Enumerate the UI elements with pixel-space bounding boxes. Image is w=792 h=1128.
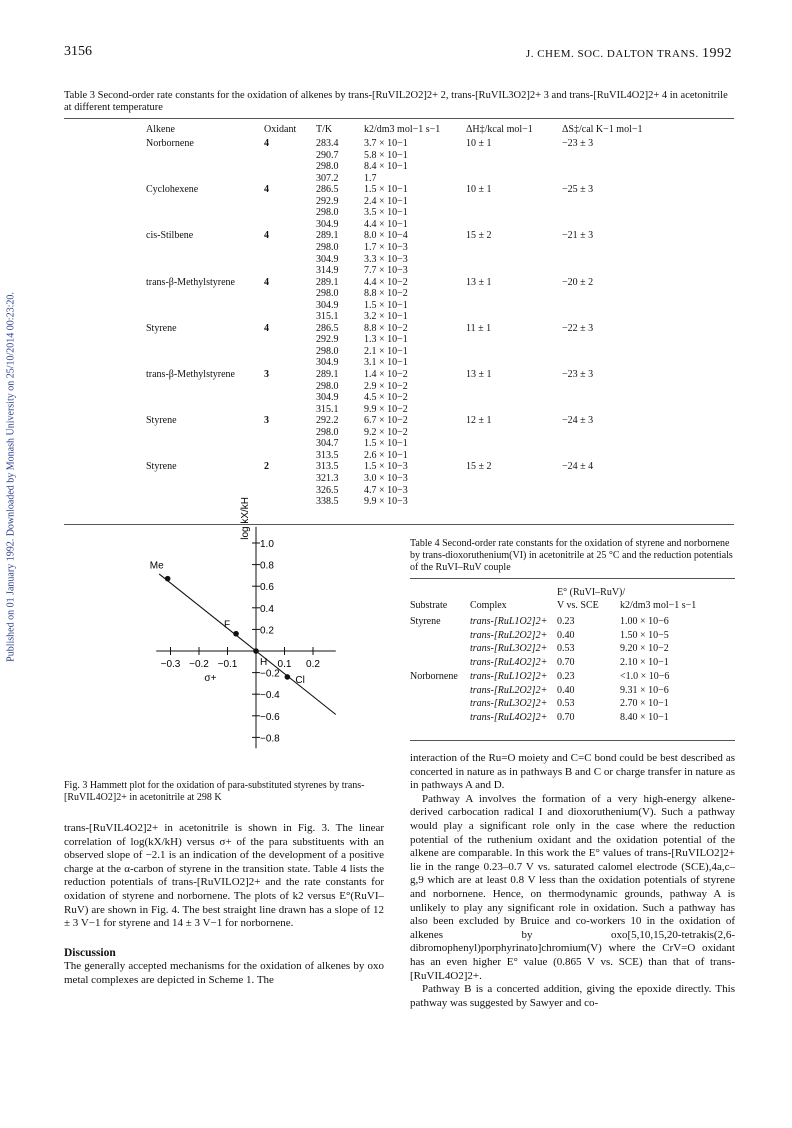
left-column-text <box>64 822 384 988</box>
table3-cell-r15-c2: 315.1 <box>316 311 339 323</box>
table3-cell-r7-c3: 4.4 × 10−1 <box>364 218 408 230</box>
table3-cell-r4-c2: 286.5 <box>316 184 339 196</box>
table3-cell-r12-c4: 13 ± 1 <box>466 276 492 288</box>
table3-cell-r30-c2: 326.5 <box>316 484 339 496</box>
table3-cell-r8-c0: cis-Stilbene <box>146 230 194 242</box>
table3-cell-r18-c3: 2.1 × 10−1 <box>364 345 408 357</box>
table3-cell-r5-c2: 292.9 <box>316 195 339 207</box>
table3-cell-r20-c2: 289.1 <box>316 369 339 380</box>
table3-cell-r13-c2: 298.0 <box>316 288 339 300</box>
table3-header-3: k2/dm3 mol−1 s−1 <box>364 124 441 135</box>
table3-cell-r4-c5: −25 ± 3 <box>562 184 594 196</box>
right-paragraph-1: interaction of the Ru=O moiety and C=C bond could be best described as concerted in nature as in pathways B and C or charge transfer in nature as in pathways A and D. <box>410 752 735 792</box>
y-tick-label: 0.4 <box>260 603 274 615</box>
table3-cell-r6-c2: 298.0 <box>316 207 339 219</box>
table3-cell-r24-c0: Styrene <box>146 415 177 427</box>
table3-cell-r2-c2: 298.0 <box>316 161 339 173</box>
table3-cell-r9-c3: 1.7 × 10−3 <box>364 241 408 253</box>
table3-header-5: ΔS‡/cal K−1 mol−1 <box>562 124 643 135</box>
table4-cell-r2-c3: 9.20 × 10−2 <box>620 643 669 655</box>
table3-cell-r28-c2: 313.5 <box>316 461 339 473</box>
table4-cell-r4-c1: trans-[RuL1O2]2+ <box>470 670 548 682</box>
table3-cell-r0-c4: 10 ± 1 <box>466 138 492 149</box>
table3-cell-r26-c3: 1.5 × 10−1 <box>364 438 408 450</box>
table3-cell-r17-c2: 292.9 <box>316 334 339 346</box>
table3-cell-r3-c2: 307.2 <box>316 172 339 184</box>
table3-cell-r16-c2: 286.5 <box>316 322 339 334</box>
journal-year: 1992 <box>702 46 732 61</box>
table3-cell-r17-c3: 1.3 × 10−1 <box>364 334 408 346</box>
table4-header-2: V vs. SCE <box>557 600 599 611</box>
table3-cell-r18-c2: 298.0 <box>316 345 339 357</box>
table3-cell-r30-c3: 4.7 × 10−3 <box>364 484 408 496</box>
table3-cell-r28-c1: 2 <box>264 461 269 473</box>
table3-cell-r31-c2: 338.5 <box>316 496 339 508</box>
discussion-heading: Discussion <box>64 946 116 959</box>
table4-cell-r1-c1: trans-[RuL2O2]2+ <box>470 629 548 641</box>
discussion-paragraph: The generally accepted mechanisms for the oxidation of alkenes by oxo metal complexes are depicted in Scheme 1. The <box>64 960 384 986</box>
table3-cell-r13-c3: 8.8 × 10−2 <box>364 288 408 300</box>
page-number: 3156 <box>64 44 92 59</box>
table4-cell-r0-c1: trans-[RuL1O2]2+ <box>470 616 548 627</box>
table4-cell-r2-c2: 0.53 <box>557 643 575 655</box>
x-tick-label: 0.1 <box>277 659 292 670</box>
right-paragraph-3: Pathway B is a concerted addition, giving the epoxide directly. This pathway was suggested by Sawyer and co- <box>410 983 735 1009</box>
table3-cell-r20-c0: trans-β-Methylstyrene <box>146 369 235 380</box>
table3-cell-r28-c0: Styrene <box>146 461 177 473</box>
table4-cell-r4-c0: Norbornene <box>410 670 458 682</box>
table3-cell-r16-c1: 4 <box>264 322 269 334</box>
right-paragraph-2: Pathway A involves the formation of a very high-energy alkene-derived carbocation radical I and dioxoruthenium(V). Such a pathway would play a significant role only in the case where the reduction potential of the ruthenium oxidant and the oxidation potential of the alkene are comparable. In this work the E° values of trans-[RuVILO2]2+ lie in the range 0.23–0.7 V vs. saturated calomel electrode (SCE),4a,c–g,9 which are at least 0.8 V less than the oxidation potentials of styrene and norbornene. Hence, on thermodynamic grounds, pathway A is unlikely to play any significant role in oxidation. Such a pathway has also been excluded by Bruice and co-workers 10 in the oxidation of alkenes by oxo[5,10,15,20-tetrakis(2,6-dibromophenyl)porphyrinato]chromium(V) where the CrV=O oxidant has an even higher E° value (0.865 V vs. SCE) than that of trans-[RuVIL4O2]2+. <box>410 792 735 982</box>
table3-header-4: ΔH‡/kcal mol−1 <box>466 124 533 135</box>
table4-header-3: k2/dm3 mol−1 s−1 <box>620 600 697 611</box>
table3-cell-r16-c5: −22 ± 3 <box>562 322 594 334</box>
table3-cell-r15-c3: 3.2 × 10−1 <box>364 311 408 323</box>
table4-cell-r2-c1: trans-[RuL3O2]2+ <box>470 643 548 655</box>
table3-cell-r1-c2: 290.7 <box>316 149 339 161</box>
table3-cell-r16-c3: 8.8 × 10−2 <box>364 322 408 334</box>
table3-cell-r28-c3: 1.5 × 10−3 <box>364 461 408 473</box>
table3-cell-r4-c1: 4 <box>264 184 269 196</box>
table4-cell-r3-c2: 0.70 <box>557 657 575 669</box>
table3-cell-r20-c3: 1.4 × 10−2 <box>364 369 408 380</box>
table3-cell-r8-c5: −21 ± 3 <box>562 230 594 242</box>
table3-cell-r10-c2: 304.9 <box>316 253 339 265</box>
table4-cell-r0-c0: Styrene <box>410 616 441 627</box>
table3-cell-r19-c3: 3.1 × 10−1 <box>364 357 408 369</box>
table4-cell-r6-c2: 0.53 <box>557 698 575 710</box>
table3-cell-r11-c2: 314.9 <box>316 265 339 277</box>
table3-cell-r16-c4: 11 ± 1 <box>466 322 492 334</box>
table3-cell-r19-c2: 304.9 <box>316 357 339 369</box>
table3-cell-r11-c3: 7.7 × 10−3 <box>364 265 408 277</box>
table3-cell-r8-c1: 4 <box>264 230 269 242</box>
table3-cell-r22-c2: 304.9 <box>316 392 339 404</box>
table3-cell-r10-c3: 3.3 × 10−3 <box>364 253 408 265</box>
point-label-me: Me <box>149 560 164 572</box>
table3-cell-r1-c3: 5.8 × 10−1 <box>364 149 408 161</box>
table3-cell-r8-c4: 15 ± 2 <box>466 230 492 242</box>
table4-cell-r5-c2: 0.40 <box>557 684 575 696</box>
table3-cell-r23-c3: 9.9 × 10−2 <box>364 403 408 415</box>
table3-cell-r20-c1: 3 <box>264 369 269 380</box>
table3-cell-r4-c4: 10 ± 1 <box>466 184 492 196</box>
table4-cell-r4-c3: <1.0 × 10−6 <box>620 670 670 682</box>
table4-cell-r6-c3: 2.70 × 10−1 <box>620 698 669 710</box>
table3-cell-r25-c2: 298.0 <box>316 426 339 438</box>
table3-cell-r0-c1: 4 <box>264 138 269 149</box>
table3-cell-r24-c2: 292.2 <box>316 415 339 427</box>
table3-cell-r21-c3: 2.9 × 10−2 <box>364 380 408 392</box>
table3-cell-r27-c3: 2.6 × 10−1 <box>364 449 408 461</box>
table3-cell-r29-c3: 3.0 × 10−3 <box>364 472 408 484</box>
table3-cell-r28-c5: −24 ± 4 <box>562 461 594 473</box>
table3-cell-r21-c2: 298.0 <box>316 380 339 392</box>
table3-cell-r2-c3: 8.4 × 10−1 <box>364 161 408 173</box>
table3-header-2: T/K <box>316 124 333 135</box>
x-tick-label: −0.3 <box>160 659 181 670</box>
table3-cell-r4-c3: 1.5 × 10−1 <box>364 184 408 196</box>
table3-cell-r16-c0: Styrene <box>146 322 177 334</box>
table3-cell-r0-c3: 3.7 × 10−1 <box>364 138 408 149</box>
y-tick-label: −0.4 <box>260 690 280 702</box>
table3-cell-r24-c3: 6.7 × 10−2 <box>364 415 408 427</box>
table4-cell-r7-c1: trans-[RuL4O2]2+ <box>470 711 548 723</box>
y-tick-label: −0.8 <box>260 733 280 745</box>
x-tick-label: −0.1 <box>217 659 238 670</box>
table3-cell-r23-c2: 315.1 <box>316 403 339 415</box>
table3-cell-r9-c2: 298.0 <box>316 241 339 253</box>
table3-cell-r29-c2: 321.3 <box>316 472 339 484</box>
x-axis-label: σ+ <box>204 673 217 684</box>
table3-cell-r0-c0: Norbornene <box>146 138 194 149</box>
table4-header-1: Complex <box>470 600 507 611</box>
table3-cell-r14-c2: 304.9 <box>316 299 339 311</box>
y-axis-label: log kX/kH <box>240 496 251 540</box>
table3-cell-r24-c1: 3 <box>264 415 269 427</box>
y-tick-label: 0.6 <box>260 582 274 594</box>
y-tick-label: 0.8 <box>260 560 274 572</box>
table4-header-top: E° (RuVI–RuV)/ <box>557 587 626 598</box>
table3-cell-r24-c4: 12 ± 1 <box>466 415 492 427</box>
figure3-caption: Fig. 3 Hammett plot for the oxidation of para-substituted styrenes by trans-[RuVIL4O2]2+ in acetonitrile at 298 K <box>64 780 365 803</box>
table4-cell-r0-c2: 0.23 <box>557 616 575 627</box>
table3-cell-r26-c2: 304.7 <box>316 438 339 450</box>
table3-cell-r8-c3: 8.0 × 10−4 <box>364 230 408 242</box>
table4-header-0: Substrate <box>410 600 448 611</box>
table3-cell-r12-c5: −20 ± 2 <box>562 276 594 288</box>
table3-caption: Table 3 Second-order rate constants for the oxidation of alkenes by trans-[RuVIL2O2]2+ 2, trans-[RuVIL3O2]2+ 3 and trans-[RuVIL4O2]2+ 4 in acetonitrile at different temperature <box>64 90 728 113</box>
right-column-text <box>410 752 735 1010</box>
table4-cell-r0-c3: 1.00 × 10−6 <box>620 616 669 627</box>
table3-cell-r22-c3: 4.5 × 10−2 <box>364 392 408 404</box>
table3-cell-r0-c5: −23 ± 3 <box>562 138 594 149</box>
table3-cell-r12-c0: trans-β-Methylstyrene <box>146 276 235 288</box>
table4-cell-r1-c2: 0.40 <box>557 629 575 641</box>
y-tick-label: 0.2 <box>260 625 274 637</box>
table3-cell-r24-c5: −24 ± 3 <box>562 415 594 427</box>
table3-cell-r27-c2: 313.5 <box>316 449 339 461</box>
table3-cell-r28-c4: 15 ± 2 <box>466 461 492 473</box>
table3-cell-r8-c2: 289.1 <box>316 230 339 242</box>
table4-cell-r6-c1: trans-[RuL3O2]2+ <box>470 698 548 710</box>
results-paragraph: trans-[RuVIL4O2]2+ in acetonitrile is shown in Fig. 3. The linear correlation of log(kX/kH) versus σ+ of the para substituents with an observed slope of −2.1 is an indication of the development of a positive charge at the α-carbon of styrene in the transition state. Table 4 lists the reduction potentials of trans-[RuVILO2]2+ and the rate constants for oxidation of styrene and norbornene. The plots of k2 versus E°(RuVI–RuV) are shown in Fig. 4. The best straight line drawn has a slope of 12 ± 3 V−1 for styrene and 14 ± 3 V−1 for norbornene. <box>64 822 384 930</box>
table3-cell-r20-c4: 13 ± 1 <box>466 369 492 380</box>
table3-cell-r12-c2: 289.1 <box>316 276 339 288</box>
point-label-f: F <box>223 619 231 631</box>
table3-cell-r14-c3: 1.5 × 10−1 <box>364 299 408 311</box>
y-tick-label: −0.6 <box>260 711 280 723</box>
journal-name: J. CHEM. SOC. DALTON TRANS. <box>525 48 699 60</box>
x-tick-label: 0.2 <box>306 659 320 670</box>
table4-cell-r5-c3: 9.31 × 10−6 <box>620 684 669 696</box>
table3-cell-r25-c3: 9.2 × 10−2 <box>364 426 408 438</box>
table3-cell-r31-c3: 9.9 × 10−3 <box>364 496 408 508</box>
download-notice-text: Published on 01 January 1992. Downloaded by Monash University on 25/10/2014 00:23:20. <box>5 292 17 662</box>
table3-cell-r6-c3: 3.5 × 10−1 <box>364 207 408 219</box>
y-tick-label: 1.0 <box>260 539 274 550</box>
table3-cell-r5-c3: 2.4 × 10−1 <box>364 195 408 207</box>
table3-cell-r20-c5: −23 ± 3 <box>562 369 594 380</box>
table4-cell-r7-c3: 8.40 × 10−1 <box>620 711 669 723</box>
table3-header-1: Oxidant <box>264 124 297 135</box>
table3-cell-r12-c1: 4 <box>264 276 269 288</box>
table4-bottom-rule <box>410 740 735 741</box>
table4-cell-r3-c3: 2.10 × 10−1 <box>620 657 669 669</box>
table4-cell-r5-c1: trans-[RuL2O2]2+ <box>470 684 548 696</box>
table3-header-0: Alkene <box>146 124 175 135</box>
point-label-cl: Cl <box>295 674 305 686</box>
table3-cell-r12-c3: 4.4 × 10−2 <box>364 276 408 288</box>
table4-cell-r1-c3: 1.50 × 10−5 <box>620 629 669 641</box>
table3-cell-r0-c2: 283.4 <box>316 138 339 149</box>
table3-cell-r7-c2: 304.9 <box>316 218 339 230</box>
table4-cell-r7-c2: 0.70 <box>557 711 575 723</box>
table3-cell-r4-c0: Cyclohexene <box>146 184 199 196</box>
table3-cell-r3-c3: 1.7 <box>364 172 377 184</box>
table4-caption: Table 4 Second-order rate constants for the oxidation of styrene and norbornene by trans-dioxoruthenium(VI) in acetonitrile at 25 °C and the reduction potentials of the RuVI–RuV couple <box>410 538 733 573</box>
table4-cell-r4-c2: 0.23 <box>557 670 575 682</box>
table4-cell-r3-c1: trans-[RuL4O2]2+ <box>470 657 548 669</box>
y-tick-label: −0.2 <box>260 668 280 680</box>
x-tick-label: −0.2 <box>189 659 209 670</box>
point-label-h: H <box>260 657 268 668</box>
